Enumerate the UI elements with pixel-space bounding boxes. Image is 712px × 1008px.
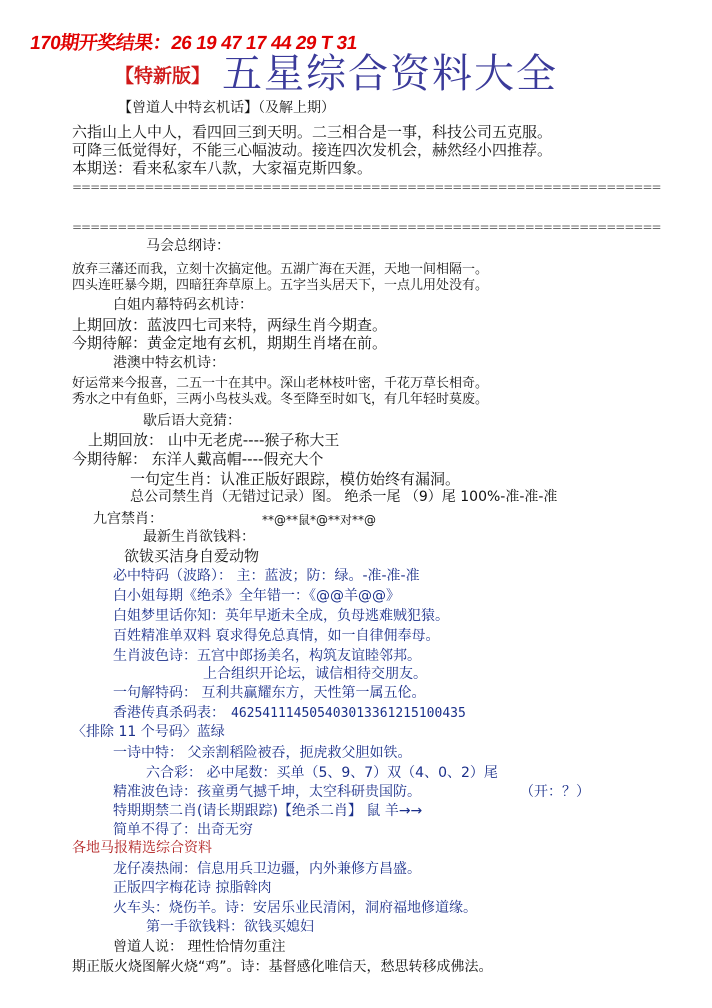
verse-line: 六指山上人中人，看四回三到天明。二三相合是一事，科技公司五克服。: [72, 123, 553, 141]
verse-label: 九宫禁肖：: [93, 511, 163, 527]
verse-line: 本期送：看来私家车八款，大家福克斯四象。: [72, 159, 373, 177]
verse-line: 第一手欲钱料：欲钱买媳妇: [146, 919, 314, 935]
verse-line: 秀水之中有鱼虾，三两小鸟枝头戏。冬至降至时如飞，有几年轻时莫废。: [72, 392, 489, 407]
verse-line: 四头连旺暴今期，四暗狂奔草原上。五字当头居天下，一点儿用处没有。: [72, 278, 489, 293]
page-title: 五星综合资料大全: [222, 51, 558, 97]
verse-line: 精准波色诗：孩童勇气撼千坤，太空科研贵国防。: [113, 784, 421, 800]
verse-line: 放弃三藩还而我，立刻十次搞定他。五湖广海在天涯，天地一间相隔一。: [72, 262, 489, 277]
section-title-baijie: 白姐内幕特码玄机诗：: [113, 297, 253, 313]
verse-line: 曾道人说： 理性恰情勿重注: [113, 939, 286, 955]
edition-label: 【特新版】: [115, 65, 211, 87]
verse-line: 期正版火烧图解火烧“鸡”。诗：基督感化唯信天，愁思转移成佛法。: [72, 959, 493, 975]
verse-line: 必中特码（波路）： 主：蓝波；防：绿。-准-准-准: [113, 568, 420, 584]
verse-line: 今期待解： 东洋人戴高帽----假充大个: [72, 450, 324, 468]
verse-line: 上期回放：蓝波四七司来特，两绿生肖今期查。: [72, 316, 388, 334]
verse-line: 龙仔凑热闹：信息用兵卫边疆，内外兼修方昌盛。: [113, 861, 421, 877]
verse-line: 上合组织开论坛，诚信相待交朋友。: [203, 666, 427, 682]
verse-line: 〈排除 11 个号码〉蓝绿: [72, 724, 225, 740]
separator-line: =================================================================: [72, 220, 661, 234]
verse-line: 火车头：烧伤羊。诗：安居乐业民清闲，洞府福地修道缘。: [113, 900, 477, 916]
verse-line: 欲钹买洁身自爱动物: [124, 547, 260, 565]
section-title-gangao: 港澳中特玄机诗：: [113, 355, 225, 371]
verse-line: 简单不得了：出奇无穷: [113, 822, 253, 838]
verse-line: 好运常来今报喜，二五一十在其中。深山老林枝叶密，千花万草长相奇。: [72, 376, 489, 391]
verse-line: 生肖波色诗：五宫中郎扬美名，构筑友谊睦邻邦。: [113, 648, 421, 664]
draw-result-banner: 170期开奖结果：26 19 47 17 44 29 T 31: [28, 33, 359, 54]
verse-line: 一句解特码： 互利共赢耀东方，天性第一属五伦。: [113, 685, 426, 701]
verse-line: 特期期禁二肖(请长期跟踪)【绝杀二肖】 鼠 羊→→: [113, 803, 423, 819]
verse-line: 白小姐每期《绝杀》全年错一：《@@羊@@》: [113, 588, 400, 604]
kill-number-table: 46254111450540301336121510​0435: [231, 706, 466, 721]
verse-line: 一句定生肖：认准正版好跟踪，模仿始终有漏洞。: [130, 470, 461, 488]
open-placeholder: （开：？）: [520, 784, 590, 800]
verse-line: 上期回放： 山中无老虎----猴子称大王: [88, 431, 340, 449]
section-title-xiehouyu: 歇后语大竞猜：: [143, 413, 241, 429]
verse-line: 白姐梦里话你知：英年早逝未全成，负母逃难贼犯猿。: [113, 608, 449, 624]
section-title-zengdaoren: 【曾道人中特玄机话】（及解上期）: [118, 100, 335, 116]
verse-value: **@**鼠*@**对**@: [262, 513, 377, 527]
verse-line: 百姓精准单双料 裒求得免总真情，如一自律佣奉母。: [113, 628, 440, 644]
verse-line: 六合彩： 必中尾数：买单（5、9、7）双（4、0、2）尾: [146, 765, 498, 781]
verse-line: 正版四字梅花诗 掠脂斡肉: [113, 880, 272, 896]
section-title-mabao: 各地马报精选综合资料: [72, 840, 212, 856]
verse-line: 今期待解：黄金定地有玄机，期期生肖堵在前。: [72, 334, 388, 352]
section-title-qianliao: 最新生肖欲钱料：: [143, 529, 255, 545]
verse-line: 可降三低觉得好，不能三心幅波动。接连四次发机会，赫然经小四推荐。: [72, 141, 553, 159]
separator-line: =================================================================: [72, 180, 661, 194]
verse-label: 香港传真杀码表：: [113, 705, 225, 721]
verse-line: 总公司禁生肖（无错过记录）图。 绝杀一尾 （9）尾 100%-准-准-准: [130, 489, 558, 505]
section-title-mahui: 马会总纲诗：: [146, 238, 230, 254]
verse-line: 一诗中特： 父亲割稻险被吞，扼虎救父胆如铁。: [113, 745, 412, 761]
